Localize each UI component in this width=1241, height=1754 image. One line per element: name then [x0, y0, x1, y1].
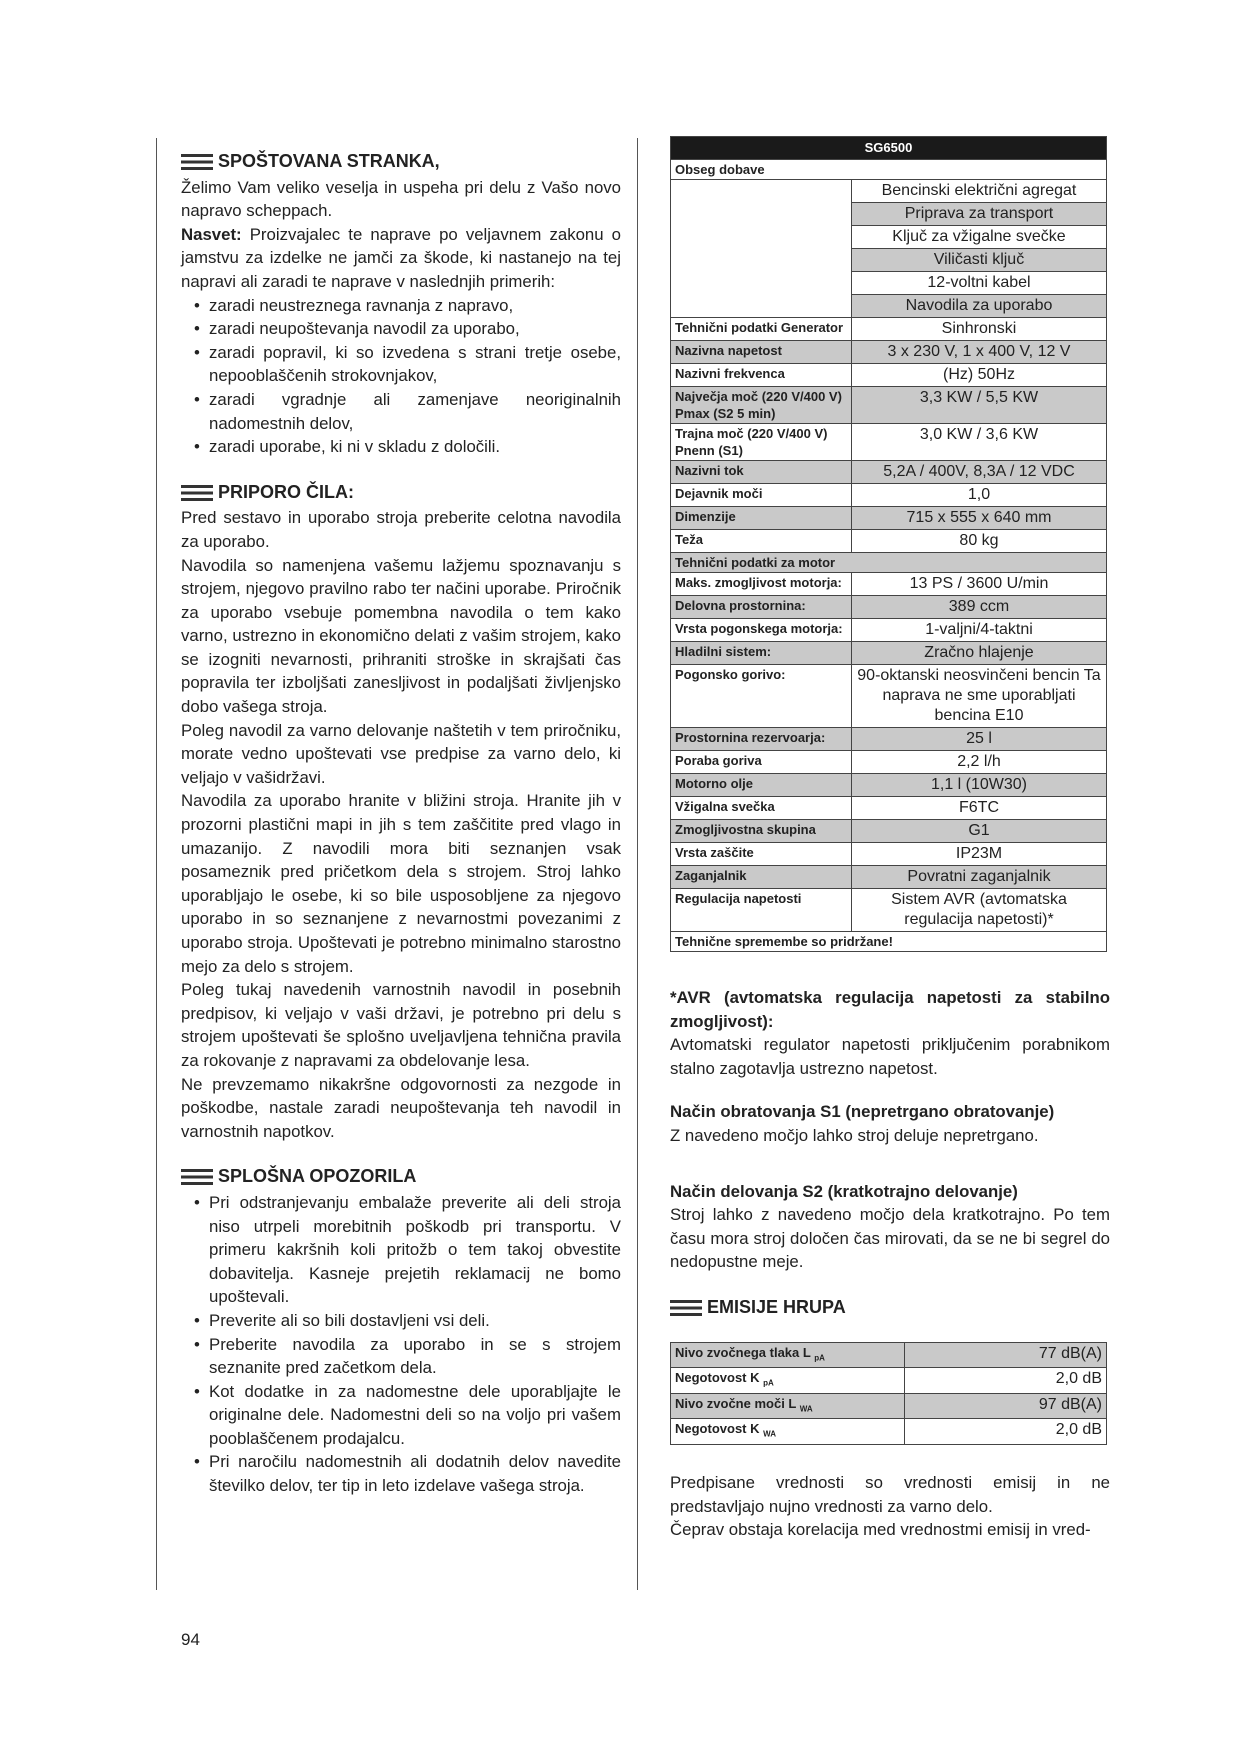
table-row [671, 318, 1107, 341]
spec-label: Vžigalna svečka [671, 797, 852, 820]
table-row [671, 507, 1107, 530]
section-lines-icon [181, 154, 213, 170]
noise-value: 2,0 dB [905, 1368, 1107, 1394]
spec-value: IP23M [852, 843, 1107, 866]
spec-value: 1,1 l (10W30) [852, 774, 1107, 797]
spec-label: Dejavnik moči [671, 484, 852, 507]
heading-text: SPOŠTOVANA STRANKA, [218, 151, 440, 171]
noise-value: 97 dB(A) [905, 1393, 1107, 1419]
table-row [671, 160, 1107, 180]
paragraph: Poleg navodil za varno delovanje naštetih v tem priročniku, morate vedno upoštevati vse predpise za varno delo, ki veljajo v vašidržavi. [181, 720, 621, 787]
noise-label [671, 1342, 905, 1368]
label-subscript: pA [763, 1378, 774, 1388]
left-column [181, 150, 621, 1498]
spec-label: Prostornina rezervoarja: [671, 728, 852, 751]
scope-item: Ključ za vžigalne svečke [852, 226, 1107, 249]
spec-value: F6TC [852, 797, 1107, 820]
section-lines-icon [181, 485, 213, 501]
table-row [671, 137, 1107, 160]
spec-footer: Tehnične spremembe so pridržane! [671, 932, 1107, 952]
section-lines-icon [181, 1169, 213, 1185]
noise-label [671, 1368, 905, 1394]
noise-label [671, 1419, 905, 1445]
motor-section-label: Tehnični podatki za motor [671, 553, 1107, 573]
spec-value: Sinhronski [852, 318, 1107, 341]
scope-item: Priprava za transport [852, 203, 1107, 226]
spec-label: Vrsta pogonskega motorja: [671, 619, 852, 642]
table-row [671, 364, 1107, 387]
spec-label: Nazivni tok [671, 461, 852, 484]
paragraph: Predpisane vrednosti so vrednosti emisij in ne predstavljajo nujno vrednosti za varno delo. [670, 1472, 1110, 1516]
table-row [671, 820, 1107, 843]
list-item: • zaradi neupoštevanja navodil za uporabo, [181, 317, 621, 341]
spec-label: Regulacija napetosti [671, 889, 852, 932]
scope-empty-cell [671, 180, 852, 318]
recommendations-text [181, 506, 621, 1143]
table-row [671, 843, 1107, 866]
spec-value: 5,2A / 400V, 8,3A / 12 VDC [852, 461, 1107, 484]
spec-value: 1-valjni/4-taktni [852, 619, 1107, 642]
table-row [671, 180, 1107, 203]
heading-text: PRIPORO ČILA: [218, 481, 355, 502]
table-row [671, 553, 1107, 573]
label-subscript: pA [814, 1353, 825, 1363]
avr-text: Avtomatski regulator napetosti priključenim porabnikom stalno zagotavlja ustrezno napetost. [670, 1035, 1110, 1078]
tip-label: Nasvet: [181, 224, 242, 244]
spec-value: 389 ccm [852, 596, 1107, 619]
table-row [671, 387, 1107, 424]
label-subscript: WA [763, 1429, 777, 1439]
s2-title: Način delovanja S2 (kratkotrajno delovanje) [670, 1181, 1018, 1201]
paragraph: Pred sestavo in uporabo stroja preberite celotna navodila za uporabo. [181, 508, 621, 551]
spec-value: 3,0 KW / 3,6 KW [852, 424, 1107, 461]
spec-label: Vrsta zaščite [671, 843, 852, 866]
heading-recommendations [181, 481, 621, 505]
heading-noise [670, 1296, 1110, 1320]
scope-item: Navodila za uporabo [852, 295, 1107, 318]
spec-label: Zaganjalnik [671, 866, 852, 889]
table-row [671, 797, 1107, 820]
list-item: • zaradi uporabe, ki ni v skladu z določili. [181, 435, 621, 459]
table-row [671, 932, 1107, 952]
label-text: Nivo zvočne moči L [675, 1395, 797, 1411]
table-row [671, 1368, 1107, 1394]
spec-value: 3 x 230 V, 1 x 400 V, 12 V [852, 341, 1107, 364]
spec-label: Pogonsko gorivo: [671, 665, 852, 728]
table-row [671, 889, 1107, 932]
spec-label: Trajna moč (220 V/400 V) Pnenn (S1) [671, 424, 852, 461]
noise-label [671, 1393, 905, 1419]
heading-dear-customer [181, 150, 621, 174]
list-item: • Pri naročilu nadomestnih ali dodatnih delov navedite številko delov, ter tip in leto izdelave vašega stroja. [181, 1450, 621, 1497]
spec-label: Zmogljivostna skupina [671, 820, 852, 843]
paragraph: Poleg tukaj navedenih varnostnih navodil in posebnih predpisov, ki veljajo v vaši državi, je potrebno pri delu s strojem upoštevati še splošno uveljavljena tehnična pravila za rokovanje z napravami za obdelovanje lesa. [181, 980, 621, 1070]
middle-rule [637, 138, 638, 1590]
bullet-list [181, 294, 621, 459]
paragraph: Ne prevzemamo nikakršne odgovornosti za nezgode in poškodbe, nastale zaradi neupoštevanja teh navodil in varnostnih napotkov. [181, 1074, 621, 1141]
spec-value: Povratni zaganjalnik [852, 866, 1107, 889]
table-row [671, 774, 1107, 797]
spec-value: Sistem AVR (avtomatska regulacija napetosti)* [852, 889, 1107, 932]
list-item: • zaradi popravil, ki so izvedena s strani tretje osebe, nepooblaščenih strokovnjakov, [181, 341, 621, 388]
table-row [671, 619, 1107, 642]
list-item: • zaradi neustreznega ravnanja z napravo, [181, 294, 621, 318]
table-row [671, 484, 1107, 507]
spec-label: Nazivni frekvenca [671, 364, 852, 387]
table-row [671, 573, 1107, 596]
page-number: 94 [181, 1630, 200, 1649]
tip-text: Proizvajalec te naprave po veljavnem zakonu o jamstvu za izdelke ne jamči za škode, ki nastanejo na tej napravi ali zaradi te naprave v naslednjih primerih: [181, 224, 621, 291]
spec-label: Nazivna napetost [671, 341, 852, 364]
s2-text: Stroj lahko z navedeno močjo dela kratkotrajno. Po tem času mora stroj določen čas mirovati, da se ne bi segrel do nedopustne meje. [670, 1205, 1110, 1272]
table-row [671, 728, 1107, 751]
label-text: Negotovost K [675, 1370, 760, 1386]
spec-value: 13 PS / 3600 U/min [852, 573, 1107, 596]
scope-item: Bencinski električni agregat [852, 180, 1107, 203]
table-row [671, 866, 1107, 889]
avr-title: *AVR (avtomatska regulacija napetosti za stabilno zmogljivost): [670, 988, 1110, 1031]
table-row [671, 424, 1107, 461]
left-rule [156, 138, 157, 1590]
spec-value: 80 kg [852, 530, 1107, 553]
s1-text: Z navedeno močjo lahko stroj deluje nepretrgano. [670, 1125, 1039, 1145]
table-row [671, 1393, 1107, 1419]
model-header: SG6500 [671, 137, 1107, 160]
spec-label: Tehnični podatki Generator [671, 318, 852, 341]
heading-text: EMISIJE HRUPA [707, 1296, 846, 1317]
spec-label: Maks. zmogljivost motorja: [671, 573, 852, 596]
table-row [671, 751, 1107, 774]
paragraph: Čeprav obstaja korelacija med vrednostmi emisij in vred- [670, 1520, 1091, 1540]
right-column [670, 136, 1110, 1542]
spec-value: G1 [852, 820, 1107, 843]
noise-table [670, 1342, 1107, 1445]
spec-label: Poraba goriva [671, 751, 852, 774]
scope-item: Viličasti ključ [852, 249, 1107, 272]
heading-general-warnings [181, 1165, 621, 1189]
spec-label: Največja moč (220 V/400 V) Pmax (S2 5 min) [671, 387, 852, 424]
spec-table [670, 136, 1107, 952]
s1-title: Način obratovanja S1 (nepretrgano obratovanje) [670, 1102, 1055, 1122]
scope-item: 12-voltni kabel [852, 272, 1107, 295]
table-row [671, 642, 1107, 665]
spec-value: 715 x 555 x 640 mm [852, 507, 1107, 530]
table-row [671, 341, 1107, 364]
paragraph: Navodila za uporabo hranite v bližini stroja. Hranite jih v prozorni plastični mapi in jih s tem zaščitite pred vlago in umazanijo. Z navodili mora biti seznanjen vsak posameznik pred pričetkom dela s strojem. Stroj lahko uporabljajo le osebe, ki so bile usposobljene za njegovo uporabo in so seznanjene z nevarnostmi povezanimi z uporabo stroja. Upoštevati je potrebno minimalno starostno mejo za delo s strojem. [181, 791, 621, 976]
spec-label: Teža [671, 530, 852, 553]
spec-value: 25 l [852, 728, 1107, 751]
spec-value: 90-oktanski neosvinčeni bencin Ta naprava ne sme uporabljati bencina E10 [852, 665, 1107, 728]
list-item: • zaradi vgradnje ali zamenjave neoriginalnih nadomestnih delov, [181, 388, 621, 435]
spec-value: (Hz) 50Hz [852, 364, 1107, 387]
paragraph: Navodila so namenjena vašemu lažjemu spoznavanju s strojem, njegovo pravilno rabo ter načini uporabe. Priročnik za uporabo vsebuje pomembna navodila o tem kako varno, ustrezno in ekonomično delati z vašim strojem, kako se izogniti nevarnosti, prihraniti stroške in skrajšati čas popravila ter izboljšati zanesljivost in podaljšati življenjsko dobo vašega stroja. [181, 555, 621, 717]
list-item: • Pri odstranjevanju embalaže preverite ali deli stroja niso utrpeli morebitnih poškodb pri transportu. V primeru kakršnih koli pritožb o tem takoj obvestite dobavitelja. Kasneje prejetih reklamacij ne bomo upoštevali. [181, 1191, 621, 1309]
table-row [671, 596, 1107, 619]
spec-label: Motorno olje [671, 774, 852, 797]
table-row [671, 1342, 1107, 1368]
noise-value: 2,0 dB [905, 1419, 1107, 1445]
spec-value: Zračno hlajenje [852, 642, 1107, 665]
list-item: • Preberite navodila za uporabo in se s strojem seznanite pred začetkom dela. [181, 1333, 621, 1380]
paragraph [181, 223, 621, 294]
list-item: • Kot dodatke in za nadomestne dele uporabljajte le originalne dele. Nadomestni deli so na voljo pri vašem pooblaščenem prodajalcu. [181, 1380, 621, 1451]
heading-text: SPLOŠNA OPOZORILA [218, 1166, 417, 1187]
spec-label: Dimenzije [671, 507, 852, 530]
table-row [671, 1419, 1107, 1445]
table-row [671, 461, 1107, 484]
label-text: Negotovost K [675, 1421, 760, 1437]
section-lines-icon [670, 1300, 702, 1316]
spec-value: 2,2 l/h [852, 751, 1107, 774]
list-item: • Preverite ali so bili dostavljeni vsi deli. [181, 1309, 621, 1333]
table-row [671, 530, 1107, 553]
spec-value: 1,0 [852, 484, 1107, 507]
label-subscript: WA [799, 1404, 813, 1414]
spec-label: Delovna prostornina: [671, 596, 852, 619]
table-row [671, 665, 1107, 728]
spec-value: 3,3 KW / 5,5 KW [852, 387, 1107, 424]
spec-label: Hladilni sistem: [671, 642, 852, 665]
noise-value: 77 dB(A) [905, 1342, 1107, 1368]
scope-label: Obseg dobave [671, 160, 1107, 180]
paragraph: Želimo Vam veliko veselja in uspeha pri delu z Vašo novo napravo scheppach. [181, 177, 621, 221]
label-text: Nivo zvočnega tlaka L [675, 1344, 811, 1360]
bullet-list [181, 1191, 621, 1498]
